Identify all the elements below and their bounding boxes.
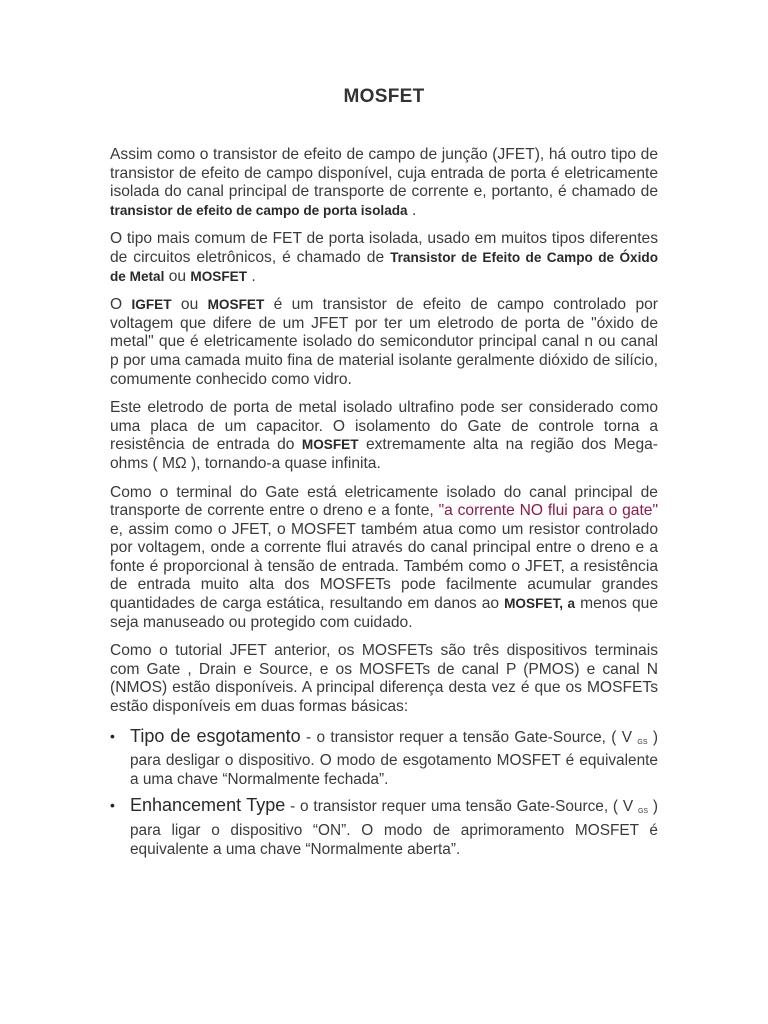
list-item	[110, 725, 659, 790]
paragraph-2	[110, 230, 658, 286]
p5-highlight-quote: "a corrente NO flui para o gate"	[438, 502, 658, 520]
list-item-term: Enhancement Type	[130, 795, 286, 816]
p3-bold-term-2: MOSFET	[207, 297, 265, 313]
p1-bold-term: transistor de efeito de campo de porta isolada	[110, 202, 408, 218]
p4-text-1: Este eletrodo de porta de metal isolado ultrafino pode ser considerado como uma placa de um capacitor. O isolamento do Gate de controle torna a resistência de entrada do	[110, 399, 658, 454]
p1-text-1: Assim como o transistor de efeito de campo de junção (JFET), há outro tipo de transistor de efeito de campo disponível, cuja entrada de porta é eletricamente isolada do canal principal de transporte de corrente e, portanto, é chamado de	[110, 146, 658, 201]
p2-text-1: O tipo mais comum de FET de porta isolada, usado em muitos tipos diferentes de circuitos eletrônicos, é chamado de	[110, 230, 658, 266]
list-item-text-1: - o transistor requer uma tensão Gate-Source, ( V	[285, 798, 638, 816]
paragraph-3	[110, 296, 658, 389]
p4-bold-term: MOSFET	[301, 437, 359, 453]
list-item-text-2: ) para desligar o dispositivo. O modo de esgotamento MOSFET é equivalente a uma chave “Normalmente fechada”.	[130, 728, 659, 788]
p2-bold-term-1: Transistor de Efeito de Campo de Óxido de Metal	[110, 249, 658, 284]
bullet-icon: •	[110, 727, 115, 744]
p3-text-2: ou	[171, 296, 208, 314]
p5-text-1: Como o terminal do Gate está eletricamente isolado do canal principal de transporte de corrente entre o dreno e a fonte,	[110, 483, 658, 520]
p5-text-2: e, assim como o JFET, o MOSFET também atua como um resistor controlado por voltagem, onde a corrente flui através do canal principal entre o dreno e a fonte é proporcional à tensão de entrada. Também como o JFET, a resistência de entrada muito alta dos MOSFETs pode facilmente acumular grandes quantidades de carga estática, resultando em danos ao	[110, 520, 658, 613]
p2-text-2: ou	[164, 267, 191, 285]
list-item	[110, 795, 658, 859]
p6-text-1: Como o tutorial JFET anterior, os MOSFETs são três dispositivos terminais com Gate , Drain e Source, e os MOSFETs de canal P (PMOS) e canal N (NMOS) estão disponíveis. A principal diferença desta vez é que os MOSFETs estão disponíveis em duas formas básicas:	[110, 642, 658, 716]
list-item-subscript: GS	[637, 808, 649, 816]
p2-bold-term-2: MOSFET	[190, 268, 248, 284]
document-body	[110, 146, 658, 866]
p5-bold-term: MOSFET, a	[504, 596, 576, 612]
page-title: MOSFET	[343, 86, 425, 107]
p3-text-1: O	[110, 296, 132, 314]
list-item-text-2: ) para ligar o dispositivo “ON”. O modo de aprimoramento MOSFET é equivalente a uma chave “Normalmente aberta”.	[130, 798, 658, 858]
list-item-term: Tipo de esgotamento	[130, 725, 301, 746]
paragraph-1	[110, 146, 658, 220]
p1-text-2: .	[407, 201, 417, 219]
bullet-icon: •	[110, 797, 115, 814]
p5-text-3: menos que seja manuseado ou protegido com cuidado.	[110, 595, 658, 631]
paragraph-6	[110, 642, 658, 716]
list-item-text-1: - o transistor requer a tensão Gate-Source, ( V	[300, 728, 638, 746]
paragraph-4	[110, 399, 658, 473]
p4-text-2: extremamente alta na região dos Mega-ohms ( MΩ ), tornando-a quase infinita.	[110, 436, 658, 472]
mosfet-types-list	[110, 727, 658, 860]
p3-bold-term-1: IGFET	[131, 297, 172, 313]
p3-text-3: é um transistor de efeito de campo controlado por voltagem que difere de um JFET por ter um eletrodo de porta de "óxido de metal" que é eletricamente isolado do semicondutor principal canal n ou canal p por uma camada muito fina de material isolante geralmente dióxido de silício, comumente conhecido como vidro.	[110, 296, 658, 388]
paragraph-5	[110, 484, 658, 633]
p2-text-3: .	[247, 267, 256, 285]
list-item-subscript: GS	[637, 738, 648, 746]
